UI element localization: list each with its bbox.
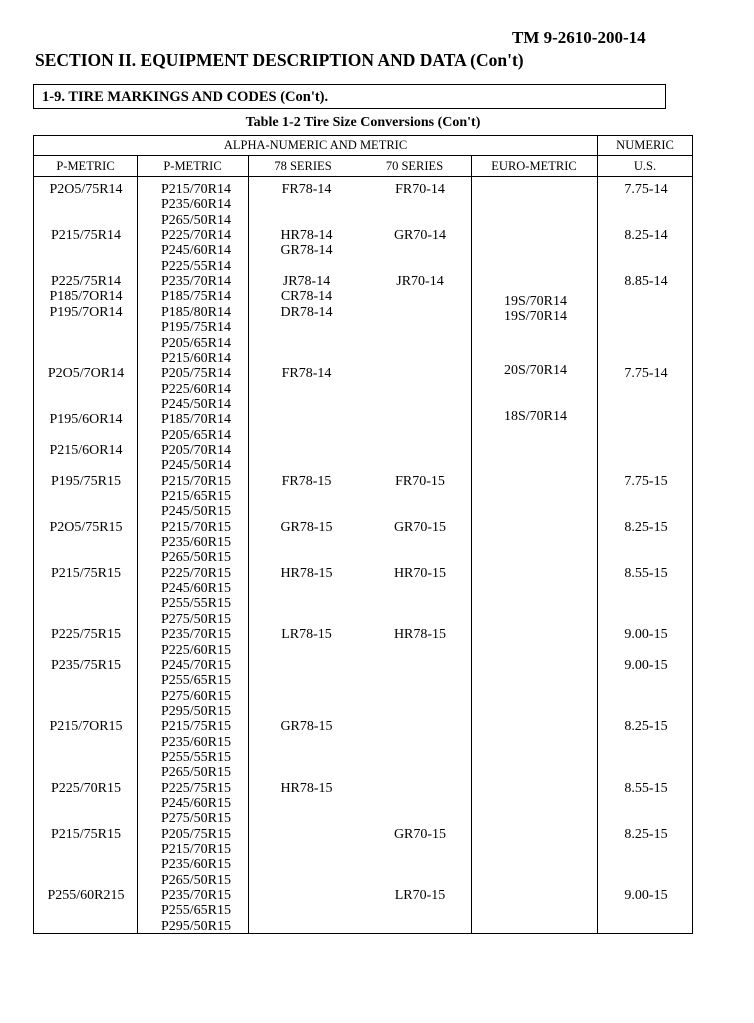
tire-size-table [33,135,693,934]
p-metric-primary-cell: P215/6OR14 [49,442,123,458]
p-metric-equivalent-cell: P195/75R14 [160,320,231,336]
us-numeric-cell: 9.00-15 [624,657,668,673]
p-metric-primary-cell: P235/75R15 [50,657,121,673]
us-numeric-cell: 7.75-14 [624,366,668,382]
us-numeric-cell: 8.55-15 [624,565,668,581]
table-caption: Table 1-2 Tire Size Conversions (Con't) [245,115,481,130]
us-numeric-cell: 9.00-15 [624,888,668,904]
tm-number: TM 9-2610-200-14 [512,28,646,47]
column-header: 78 SERIES [274,159,332,173]
p-metric-primary-cell: P225/70R15 [50,780,121,796]
p-metric-equivalent-cell: P245/60R15 [160,581,231,597]
series-70-cell: FR70-15 [395,473,445,489]
series-78-cell: HR78-15 [280,565,333,581]
paragraph-title-box [33,84,666,109]
column-header: EURO-METRIC [491,159,577,173]
p-metric-equivalent-cell: P255/55R15 [160,749,231,765]
us-numeric-cell: 8.25-15 [624,519,668,535]
column-rule [471,155,472,933]
p-metric-equivalent-cell: P265/50R15 [160,550,231,566]
us-numeric-cell: 7.75-15 [624,473,668,489]
series-70-cell: JR70-14 [396,274,444,290]
header-divider [34,155,692,156]
p-metric-equivalent-cell: P185/80R14 [160,304,231,320]
p-metric-equivalent-cell: P255/65R15 [160,673,231,689]
p-metric-equivalent-cell: P215/70R15 [160,473,231,489]
series-78-cell: GR78-15 [280,719,333,735]
column-header: U.S. [633,159,657,173]
p-metric-equivalent-cell: P245/50R14 [160,396,231,412]
p-metric-equivalent-cell: P185/75R14 [160,289,231,305]
series-78-cell: HR78-14 [280,228,333,243]
p-metric-primary-cell: P2O5/75R14 [49,182,123,197]
us-numeric-cell: 9.00-15 [624,627,668,643]
p-metric-equivalent-cell: P225/60R14 [160,381,231,397]
series-70-cell: GR70-15 [393,519,447,535]
p-metric-equivalent-cell: P225/75R15 [160,780,231,796]
p-metric-equivalent-cell: P215/75R15 [160,719,231,735]
p-metric-equivalent-cell: P205/75R15 [160,826,231,842]
series-78-cell: FR78-15 [281,473,332,489]
euro-metric-cell: 19S/70R14 [503,309,567,325]
p-metric-equivalent-cell: P235/70R14 [160,274,231,290]
p-metric-primary-cell: P195/75R15 [50,473,121,489]
p-metric-equivalent-cell: P295/50R15 [160,703,231,719]
p-metric-equivalent-cell: P275/60R15 [160,688,231,704]
us-numeric-cell: 8.25-14 [624,228,668,243]
series-78-cell: LR78-15 [281,627,332,643]
p-metric-equivalent-cell: P205/65R14 [160,335,231,351]
series-70-cell: GR70-15 [393,826,447,842]
series-70-cell: GR70-14 [393,228,447,243]
p-metric-equivalent-cell: P275/50R15 [160,811,231,827]
series-70-cell: HR70-15 [393,565,447,581]
p-metric-equivalent-cell: P215/65R15 [160,489,231,504]
us-numeric-cell: 8.25-15 [624,826,668,842]
series-78-cell: FR78-14 [281,366,332,382]
p-metric-equivalent-cell: P205/70R14 [160,442,231,458]
euro-metric-cell: 20S/70R14 [503,363,567,379]
p-metric-primary-cell: P185/7OR14 [49,289,123,305]
column-header: P-METRIC [163,159,222,173]
p-metric-primary-cell: P215/75R15 [50,565,121,581]
p-metric-equivalent-cell: P265/50R15 [160,765,231,781]
p-metric-equivalent-cell: P265/50R15 [160,872,231,888]
p-metric-equivalent-cell: P245/50R15 [160,504,231,520]
p-metric-equivalent-cell: P245/70R15 [160,657,231,673]
euro-metric-cell: 18S/70R14 [503,409,567,425]
p-metric-equivalent-cell: P275/50R15 [160,611,231,627]
p-metric-equivalent-cell: P205/75R14 [160,366,231,382]
euro-metric-cell: 19S/70R14 [503,294,567,310]
p-metric-equivalent-cell: P255/55R15 [160,596,231,612]
us-numeric-cell: 8.55-15 [624,780,668,796]
series-78-cell: DR78-14 [280,304,333,320]
group-header-alpha: ALPHA-NUMERIC AND METRIC [223,138,408,152]
p-metric-equivalent-cell: P235/60R14 [160,197,231,213]
p-metric-equivalent-cell: P245/60R14 [160,243,231,259]
section-title: SECTION II. EQUIPMENT DESCRIPTION AND DATA (Con't) [35,50,524,70]
p-metric-equivalent-cell: P205/65R14 [160,427,231,443]
p-metric-equivalent-cell: P185/70R14 [160,412,231,428]
p-metric-primary-cell: P215/75R15 [50,826,121,842]
p-metric-equivalent-cell: P265/50R14 [160,212,231,228]
p-metric-equivalent-cell: P215/70R15 [160,519,231,535]
p-metric-equivalent-cell: P225/60R15 [160,642,231,658]
column-header: 70 SERIES [385,159,444,173]
us-numeric-cell: 7.75-14 [624,182,668,197]
p-metric-equivalent-cell: P245/60R15 [160,796,231,811]
p-metric-equivalent-cell: P245/50R14 [160,458,231,474]
column-header: P-METRIC [56,159,115,173]
p-metric-primary-cell: P195/7OR14 [49,304,123,320]
p-metric-primary-cell: P215/7OR15 [49,719,123,735]
series-78-cell: FR78-14 [281,182,332,197]
p-metric-primary-cell: P2O5/7OR14 [47,366,125,382]
p-metric-equivalent-cell: P235/70R15 [160,888,231,904]
series-78-cell: HR78-15 [280,780,333,796]
p-metric-equivalent-cell: P235/60R15 [160,734,231,750]
paragraph-title: 1-9. TIRE MARKINGS AND CODES (Con't). [42,89,329,105]
p-metric-primary-cell: P225/75R14 [50,274,121,290]
us-numeric-cell: 8.25-15 [624,719,668,735]
p-metric-primary-cell: P215/75R14 [50,228,121,243]
p-metric-equivalent-cell: P215/60R14 [160,350,231,366]
p-metric-equivalent-cell: P295/50R15 [160,918,231,934]
p-metric-equivalent-cell: P225/55R14 [160,258,231,274]
p-metric-primary-cell: P2O5/75R15 [49,519,123,535]
p-metric-equivalent-cell: P225/70R15 [160,565,231,581]
group-header-numeric: NUMERIC [616,138,674,152]
series-70-cell: HR78-15 [393,627,447,643]
us-numeric-cell: 8.85-14 [624,274,668,290]
p-metric-equivalent-cell: P215/70R14 [160,182,231,197]
series-70-cell: FR70-14 [395,182,445,197]
header-bottom-rule [34,176,692,177]
p-metric-equivalent-cell: P225/70R14 [160,228,231,243]
column-rule [137,155,138,933]
series-78-cell: GR78-14 [280,243,333,259]
p-metric-primary-cell: P195/6OR14 [49,412,123,428]
p-metric-primary-cell: P225/75R15 [50,627,121,643]
p-metric-equivalent-cell: P235/70R15 [160,627,231,643]
series-78-cell: GR78-15 [280,519,333,535]
series-70-cell: LR70-15 [394,888,446,904]
p-metric-equivalent-cell: P235/60R15 [160,857,231,873]
p-metric-equivalent-cell: P215/70R15 [160,842,231,857]
p-metric-equivalent-cell: P255/65R15 [160,903,231,919]
series-78-cell: JR78-14 [282,274,331,290]
p-metric-equivalent-cell: P235/60R15 [160,535,231,551]
p-metric-primary-cell: P255/60R215 [47,888,125,904]
series-78-cell: CR78-14 [280,289,333,305]
